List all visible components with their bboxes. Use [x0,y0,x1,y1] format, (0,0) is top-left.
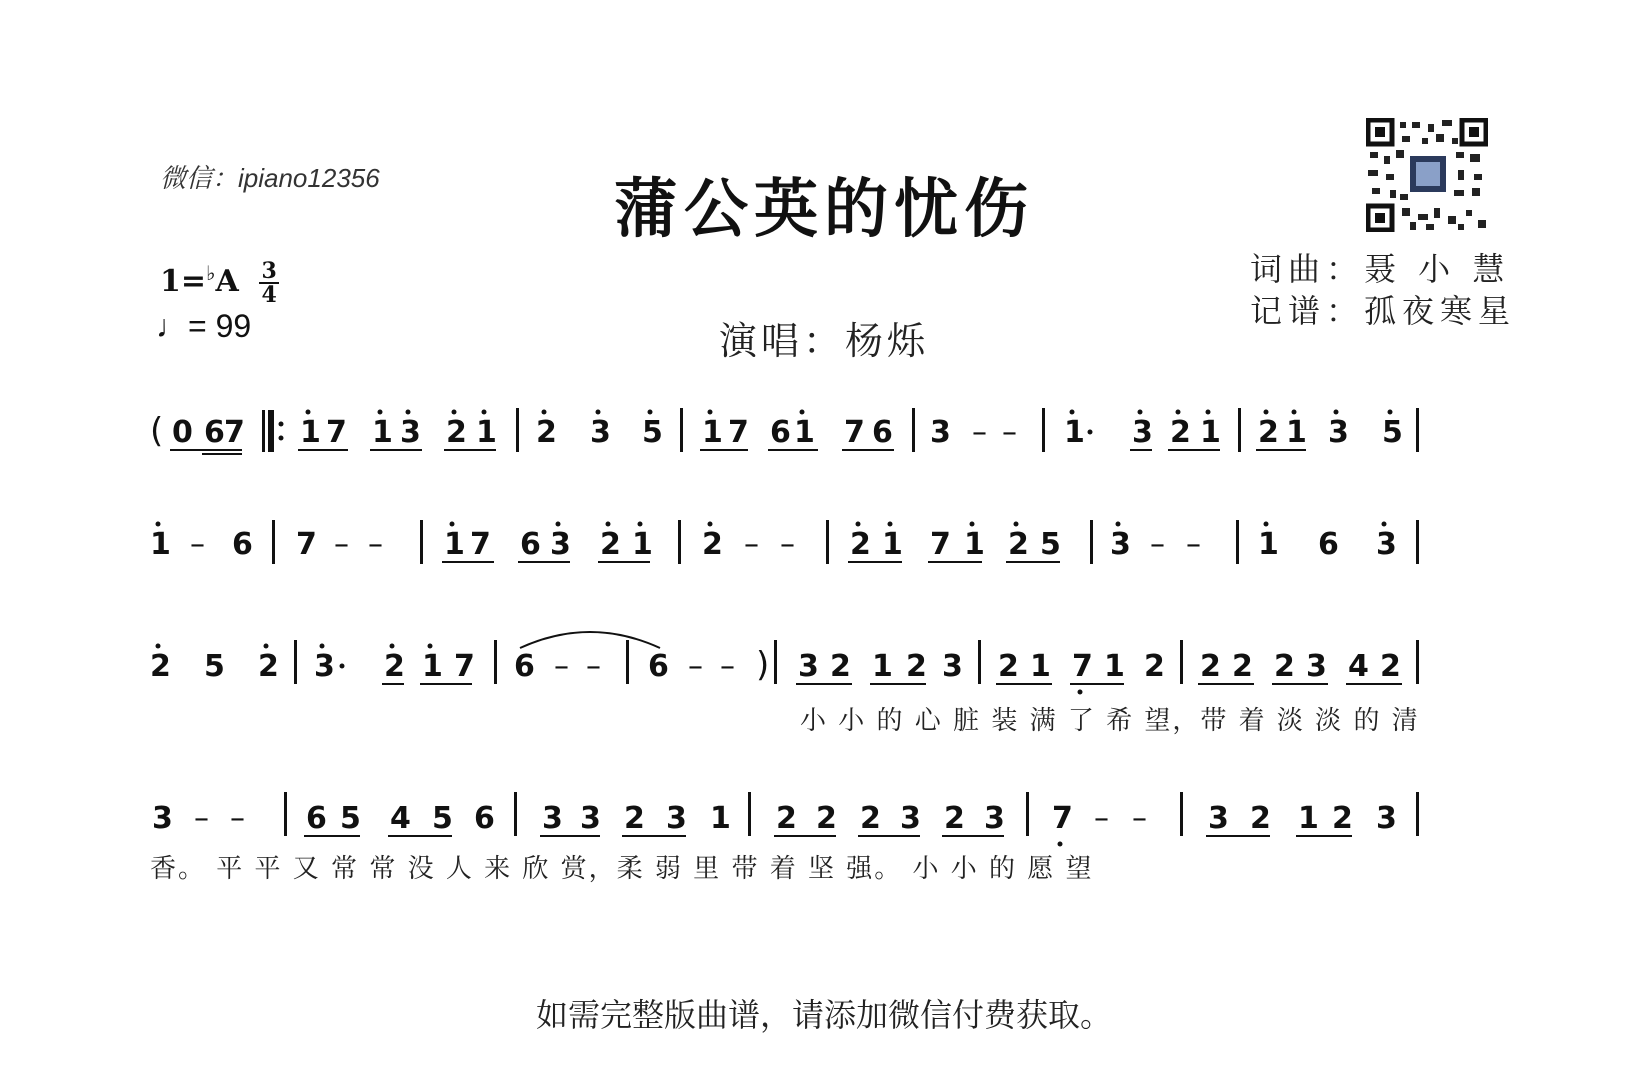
svg-text:6: 6 [1318,527,1339,562]
svg-text:–: – [194,801,209,836]
svg-text:2: 2 [1170,415,1191,450]
svg-text:1: 1 [632,527,653,562]
svg-text:2: 2 [150,649,171,684]
svg-text:1: 1 [710,801,731,836]
svg-text:3: 3 [314,649,335,684]
svg-text:2: 2 [850,527,871,562]
svg-text:1: 1 [1104,649,1125,684]
svg-text:7: 7 [844,415,865,450]
svg-text:0: 0 [172,415,193,450]
svg-text:–: – [720,649,735,684]
svg-text:5: 5 [432,801,453,836]
svg-text:7: 7 [728,415,749,450]
svg-text:6: 6 [514,649,535,684]
svg-text:2: 2 [1200,649,1221,684]
svg-text:1: 1 [150,527,171,562]
svg-text:5: 5 [340,801,361,836]
svg-text:7: 7 [1052,801,1073,836]
svg-text:3: 3 [1132,415,1153,450]
svg-text:–: – [230,801,245,836]
svg-text:2: 2 [1144,649,1165,684]
svg-text:6: 6 [648,649,669,684]
svg-text:1: 1 [422,649,443,684]
svg-text:6: 6 [204,415,225,450]
svg-text:7: 7 [296,527,317,562]
score-line-2 [150,512,1510,592]
svg-text:–: – [554,649,569,684]
svg-text:3: 3 [900,801,921,836]
svg-text:1: 1 [476,415,497,450]
svg-text:3: 3 [1306,649,1327,684]
svg-text:2: 2 [600,527,621,562]
svg-text:6: 6 [306,801,327,836]
svg-text:–: – [190,527,205,562]
svg-text:6: 6 [770,415,791,450]
svg-text:2: 2 [776,801,797,836]
svg-text:1: 1 [1286,415,1307,450]
svg-text:3: 3 [152,801,173,836]
svg-text:2: 2 [1274,649,1295,684]
svg-text:–: – [780,527,795,562]
svg-text:7: 7 [470,527,491,562]
svg-text:3: 3 [984,801,1005,836]
score-line-3 [150,628,1510,708]
svg-text:1: 1 [1298,801,1319,836]
lyricist-credit: 词曲：聂 小 慧 [1250,250,1511,288]
svg-text:1: 1 [300,415,321,450]
svg-text:2: 2 [1332,801,1353,836]
score-line-1 [150,400,1510,480]
svg-text:3: 3 [1208,801,1229,836]
svg-text:3: 3 [400,415,421,450]
svg-text:3: 3 [666,801,687,836]
svg-text:5: 5 [204,649,225,684]
svg-text:1: 1 [1064,415,1085,450]
svg-text:1: 1 [444,527,465,562]
svg-text:–: – [1094,801,1109,836]
qr-code-icon [1366,118,1488,232]
key-prefix: 1= [160,264,207,299]
svg-text:–: – [334,527,349,562]
svg-text:–: – [972,415,987,450]
svg-text:2: 2 [624,801,645,836]
svg-text:1: 1 [1030,649,1051,684]
svg-text:–: – [1132,801,1147,836]
time-signature [259,260,279,306]
svg-text:3: 3 [798,649,819,684]
footer-notice: 如需完整版曲谱，请添加微信付费获取。 [535,996,1112,1034]
svg-text:4: 4 [390,801,411,836]
svg-text:3: 3 [1328,415,1349,450]
svg-text:2: 2 [702,527,723,562]
svg-text:1: 1 [372,415,393,450]
svg-text:5: 5 [642,415,663,450]
svg-text:–: – [1002,415,1017,450]
svg-text:2: 2 [1250,801,1271,836]
svg-text:7: 7 [454,649,475,684]
svg-text:(: ( [150,411,164,451]
svg-text:6: 6 [474,801,495,836]
svg-text:2: 2 [1258,415,1279,450]
wechat-id: 微信：ipiano12356 [160,163,380,193]
svg-text:2: 2 [1232,649,1253,684]
svg-text:5: 5 [1382,415,1403,450]
svg-text:1: 1 [872,649,893,684]
svg-text:3: 3 [590,415,611,450]
svg-text:3: 3 [1110,527,1131,562]
svg-text:2: 2 [998,649,1019,684]
svg-text:3: 3 [1376,527,1397,562]
svg-text:2: 2 [446,415,467,450]
svg-text:3: 3 [1376,801,1397,836]
svg-text:7: 7 [326,415,347,450]
svg-text:7: 7 [1072,649,1093,684]
svg-text:–: – [368,527,383,562]
svg-text:2: 2 [816,801,837,836]
svg-text:2: 2 [1008,527,1029,562]
svg-text:7: 7 [224,415,245,450]
svg-text:4: 4 [1348,649,1369,684]
svg-text:5: 5 [1040,527,1061,562]
tempo-marking: ♩= 99 [156,308,252,344]
svg-text:3: 3 [930,415,951,450]
key-signature [160,260,279,306]
svg-text:2: 2 [258,649,279,684]
svg-text:2: 2 [384,649,405,684]
svg-text:3: 3 [580,801,601,836]
svg-text:1: 1 [1200,415,1221,450]
svg-text:6: 6 [232,527,253,562]
svg-text:): ) [756,645,770,685]
svg-text:–: – [744,527,759,562]
key-note: A [215,264,239,299]
svg-text:–: – [586,649,601,684]
svg-text:7: 7 [930,527,951,562]
lyrics-line-2: 香。 平 平 又 常 常 没 人 来 欣 赏，柔 弱 里 带 着 坚 强。 小 小 的 愿 望 [150,854,1094,884]
time-bottom: 4 [261,282,277,308]
svg-text:6: 6 [872,415,893,450]
svg-text:1: 1 [794,415,815,450]
singer: 演唱：杨烁 [718,319,929,363]
svg-text:–: – [1186,527,1201,562]
time-top: 3 [261,258,277,284]
svg-text:1: 1 [1258,527,1279,562]
svg-text:1: 1 [702,415,723,450]
song-title: 蒲公英的忧伤 [614,173,1034,247]
svg-text:2: 2 [906,649,927,684]
transcriber-credit: 记谱：孤夜寒星 [1250,292,1517,330]
svg-text:1: 1 [882,527,903,562]
svg-text:2: 2 [860,801,881,836]
svg-text:2: 2 [536,415,557,450]
lyrics-line-1: 小 小 的 心 脏 装 满 了 希 望，带 着 淡 淡 的 清 [800,706,1420,736]
svg-text:2: 2 [830,649,851,684]
flat-sign: ♭ [206,261,216,285]
svg-text:2: 2 [944,801,965,836]
svg-text:2: 2 [1380,649,1401,684]
svg-text:3: 3 [942,649,963,684]
svg-text:–: – [1150,527,1165,562]
svg-text:6: 6 [520,527,541,562]
svg-text:–: – [688,649,703,684]
svg-text:3: 3 [542,801,563,836]
svg-text:1: 1 [964,527,985,562]
svg-text:3: 3 [550,527,571,562]
